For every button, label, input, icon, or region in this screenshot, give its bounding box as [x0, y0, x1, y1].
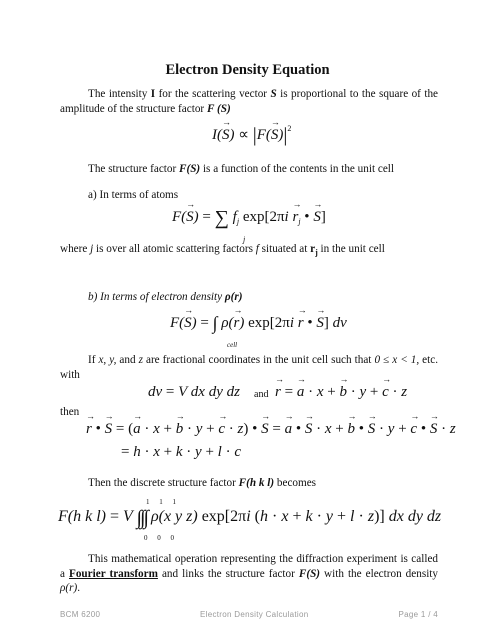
- structure-factor-paragraph: [60, 162, 438, 177]
- structure-factor-symbol: F(S): [179, 163, 201, 175]
- equation-fourier-integral: F(h k l) = V ∫∫∫ ρ(x y z) exp[2πi (h · x + k · y + l · z)] dx dy dz: [58, 507, 442, 529]
- fractional-text: etc. with: [60, 354, 439, 381]
- equation-atom-sum: F(→ S) = ∑ $f_j$ $\exp[2\pi i \to r_j$ • → S]: [172, 207, 326, 230]
- conclusion-text: and links the structure factor: [157, 567, 299, 580]
- fractional-text: and: [116, 354, 139, 366]
- integral-limit-cell: cell: [227, 341, 238, 349]
- intensity-symbol: I: [150, 88, 156, 100]
- discrete-text: Then the discrete structure factor: [88, 477, 239, 489]
- fractional-text: If: [88, 354, 99, 366]
- conclusion-text: This mathematical operation representing the diffraction experiment is called a: [60, 553, 438, 580]
- intro-text: is proportional to the square of the amplitude of the structure factor: [60, 88, 438, 115]
- structure-factor-symbol: F(S): [298, 567, 321, 580]
- section-a-where: [60, 242, 438, 261]
- where-text: where: [60, 243, 91, 255]
- discrete-paragraph: [60, 476, 438, 491]
- section-b-text: b) In terms of electron density: [88, 291, 225, 303]
- and-connector: and: [254, 389, 269, 400]
- sum-index-label: j: [243, 235, 246, 244]
- rho-symbol: ρ(r): [224, 291, 243, 303]
- footer-page-number: Page 1 / 4: [398, 610, 438, 619]
- intro-paragraph: [60, 87, 438, 116]
- vector-symbol: S: [270, 88, 277, 100]
- then-label: then: [60, 406, 80, 418]
- footer-course: BCM 6200: [60, 610, 101, 619]
- structure-factor-symbol: F (S): [206, 102, 231, 115]
- where-symbol: f: [255, 243, 259, 255]
- conclusion-paragraph: [60, 552, 438, 596]
- page-title: Electron Density Equation: [165, 62, 330, 78]
- where-text: is over all atomic scattering factors: [93, 243, 256, 255]
- fractional-range: 0 ≤ x < 1,: [374, 354, 420, 366]
- where-subscript: j: [315, 248, 318, 257]
- conclusion-text: with the electron density: [320, 567, 438, 580]
- equation-volume-element: dv = V dx dy dz: [148, 384, 240, 400]
- section-a-heading: a) In terms of atoms: [88, 189, 179, 201]
- integral-lower-limits: 0 0 0: [144, 534, 178, 542]
- integral-upper-limits: 1 1 1: [146, 498, 180, 506]
- equation-dot-product: → r • → S = (→ a · x + → b · y + → c · z) • → S = → a • → S · x + → b • → S · y + → c • → S · z: [86, 421, 456, 438]
- equation-hkl: = h · x + k · y + l · c: [121, 444, 242, 460]
- fhkl-symbol: F(h k l): [238, 477, 275, 489]
- where-symbol: r: [310, 243, 316, 255]
- conclusion-text: .: [77, 582, 80, 595]
- where-symbol: j: [90, 243, 94, 255]
- equation-position-vector: → r = → a · x + → b · y + → c · z: [275, 384, 407, 401]
- structure-factor-text: The structure factor: [88, 163, 180, 175]
- section-b-heading: [60, 290, 438, 305]
- rho-symbol: ρ(r): [60, 582, 78, 595]
- intro-text: The intensity: [88, 88, 151, 100]
- intro-text: for the scattering vector: [155, 88, 271, 100]
- equation-intensity-proportional: $I(\to S) \propto |F(\to S)|^2$: [212, 124, 291, 147]
- equation-density-integral: F(→ S) = ∫ ρ(→ r) exp[2πi → r • → S] dv: [170, 313, 347, 334]
- fractional-symbol: z: [138, 354, 143, 366]
- fourier-transform-term: Fourier transform: [69, 567, 158, 580]
- structure-factor-text: is a function of the contents in the unit cell: [200, 163, 395, 175]
- discrete-text: becomes: [274, 477, 317, 489]
- where-text: situated at: [258, 243, 311, 255]
- fractional-text: are fractional coordinates in the unit cell such that: [142, 354, 375, 366]
- fractional-symbol: x, y,: [98, 354, 117, 366]
- footer-document-title: Electron Density Calculation: [200, 610, 309, 619]
- where-text: in the unit cell: [317, 243, 385, 255]
